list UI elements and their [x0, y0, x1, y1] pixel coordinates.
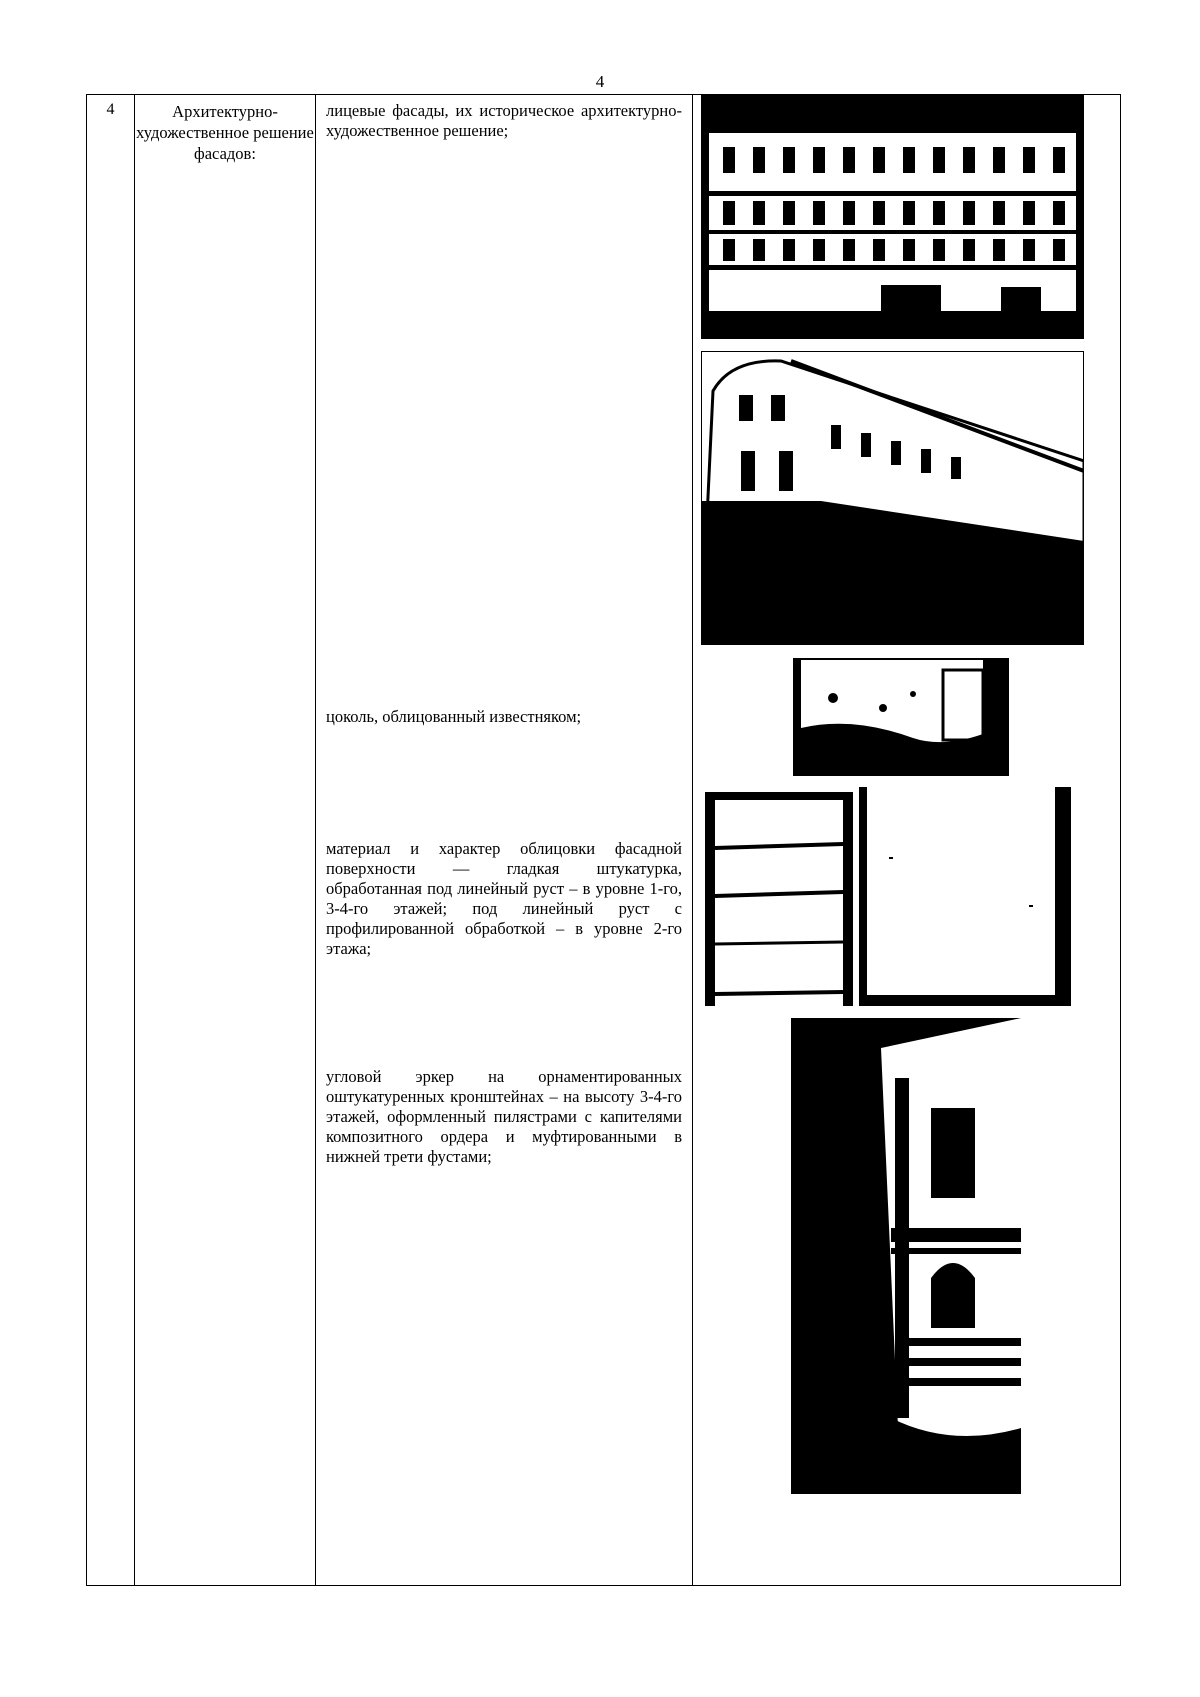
row-number: 4 — [87, 95, 135, 1586]
item-surface-text: материал и характер облицовки фасадной поверхности — гладкая штукатурка, обработанная под линейный руст – в уровне 1-го, 3-4-го этажей; под линейный руст с профилированной обработкой – в уровне 2-го этажа; — [326, 839, 682, 958]
photo-cell — [693, 95, 1121, 1586]
table-row — [87, 95, 1121, 1586]
rustication-photo-right — [859, 787, 1071, 1006]
rustication-photo-left — [705, 792, 853, 1006]
corner-bay-window-photo — [791, 1018, 1021, 1494]
item-plinth-text: цоколь, облицованный известняком; — [326, 707, 582, 726]
corner-facade-photo — [701, 351, 1084, 645]
row-subject: Архитектурно-художественное решение фасадов: — [135, 95, 316, 1586]
front-facade-photo — [701, 95, 1084, 339]
description-cell — [316, 95, 693, 1586]
item-bay-window-text: угловой эркер на орнаментированных оштукатуренных кронштейнах – на высоту 3-4-го этажей, оформленный пилястрами с капителями композитного ордера и муфтированными в нижней трети фустами; — [326, 1067, 682, 1166]
item-facades-text: лицевые фасады, их историческое архитектурно-художественное решение; — [326, 101, 682, 140]
limestone-plinth-photo — [793, 658, 1009, 776]
page-number: 4 — [595, 72, 605, 91]
protected-elements-table — [86, 94, 1121, 1586]
